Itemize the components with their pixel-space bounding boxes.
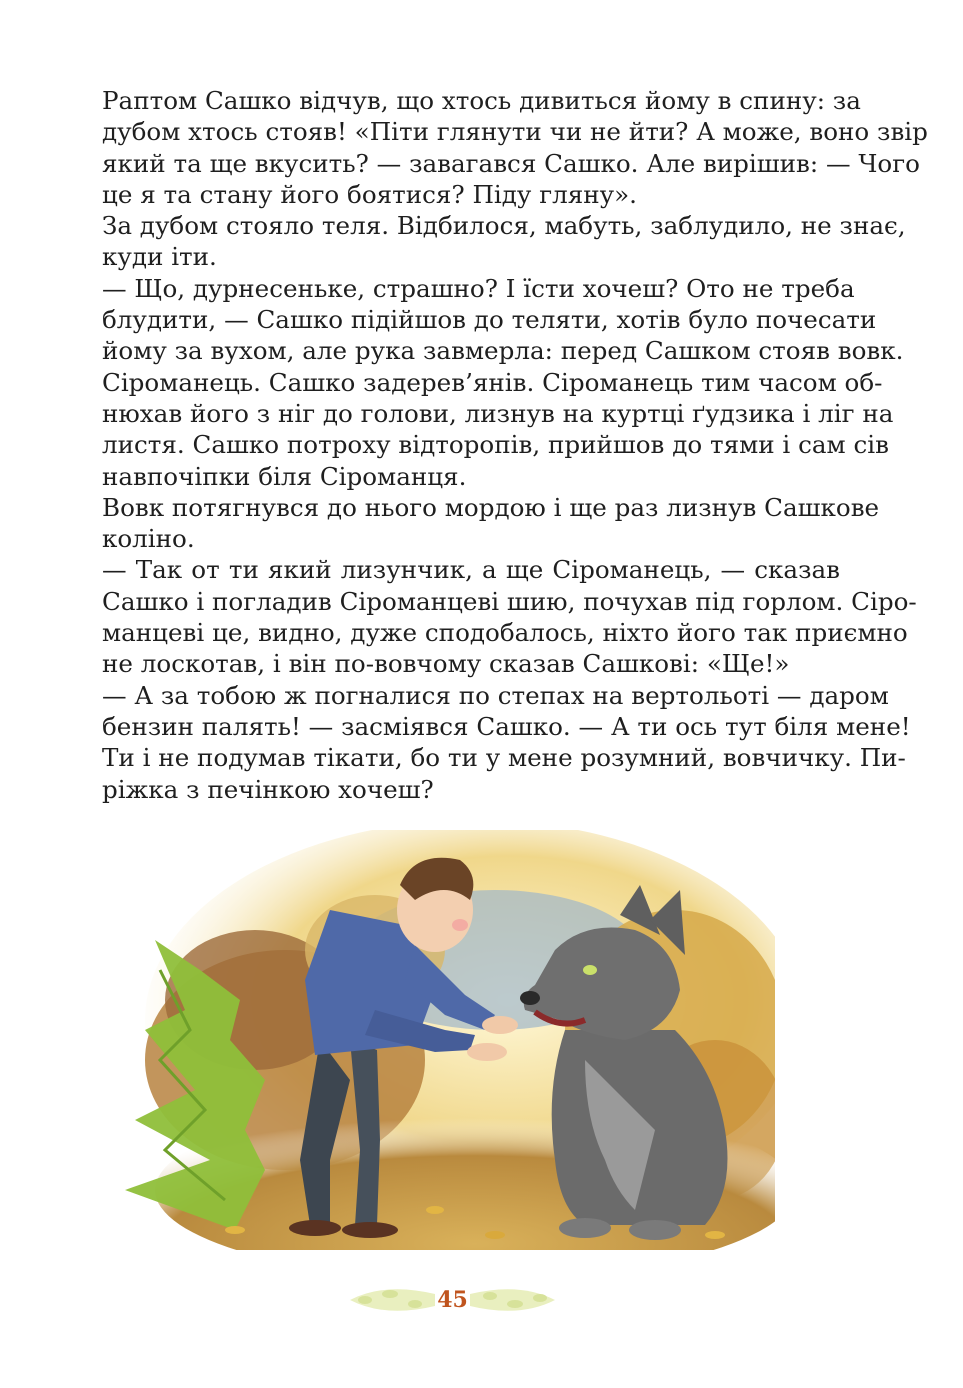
text-line: — Що, дурнесенькe, страшно? І їсти хочеш? Ото не треба <box>102 273 855 303</box>
paragraph <box>102 85 928 210</box>
text-line: манцеві це, видно, дуже сподобалось, ніхто його так приємно <box>102 618 908 648</box>
story-text <box>102 85 928 805</box>
text-line: блудити, — Сашко підійшов до теляти, хотів було почесати <box>102 305 877 335</box>
text-line: не лоскотав, і він по-вовчому сказав Сашкові: «Ще!» <box>102 649 790 679</box>
text-line: бензин палять! — засміявся Сашко. — А ти ось тут біля мене! <box>102 711 911 741</box>
text-line: це я та стану його боятися? Піду гляну». <box>102 179 637 209</box>
paragraph <box>102 680 911 805</box>
text-line: За дубом стояло теля. Відбилося, мабуть, заблудило, не знає, <box>102 211 906 241</box>
text-line: — Так от ти який лизунчик, а ще Сіроманець, — сказав <box>102 555 840 585</box>
paragraph <box>102 273 904 492</box>
text-line: Сашко і погладив Сіроманцеві шию, почухав під горлом. Сіро- <box>102 586 917 616</box>
text-line: листя. Сашко потроху відторопів, прийшов до тями і сам сів <box>102 430 889 460</box>
text-line: Раптом Сашко відчув, що хтось дивиться йому в спину: за <box>102 86 861 115</box>
paragraph <box>102 492 880 555</box>
text-line: ріжка з печінкою хочеш? <box>102 774 434 804</box>
boy-and-wolf-illustration <box>115 830 775 1250</box>
text-line: коліно. <box>102 524 195 554</box>
text-line: Сіроманець. Сашко задерев’янів. Сіроманець тим часом об- <box>102 367 883 397</box>
text-line: — А за тобою ж погналися по степах на вертольоті — даром <box>102 680 889 710</box>
text-line: куди іти. <box>102 242 217 272</box>
text-line: дубом хтось стояв! «Піти глянути чи не йти? А може, воно звір <box>102 117 928 147</box>
paragraph <box>102 210 906 273</box>
text-line: нюхав його з ніг до голови, лизнув на куртці ґудзика і ліг на <box>102 398 894 428</box>
paragraph <box>102 554 917 679</box>
text-line: Вовк потягнувся до нього мордою і ще раз лизнув Сашкове <box>102 492 880 522</box>
text-line: навпочіпки біля Сіроманця. <box>102 461 467 491</box>
text-line: Ти і не подумав тікати, бо ти у мене розумний, вовчичку. Пи- <box>102 743 906 773</box>
page-footer <box>345 1280 560 1320</box>
text-line: йому за вухом, але рука завмерла: перед Сашком стояв вовк. <box>102 336 904 366</box>
text-line: який та ще вкусить? — завагався Сашко. Але вирішив: — Чого <box>102 148 920 178</box>
page-number: 45 <box>437 1287 468 1313</box>
